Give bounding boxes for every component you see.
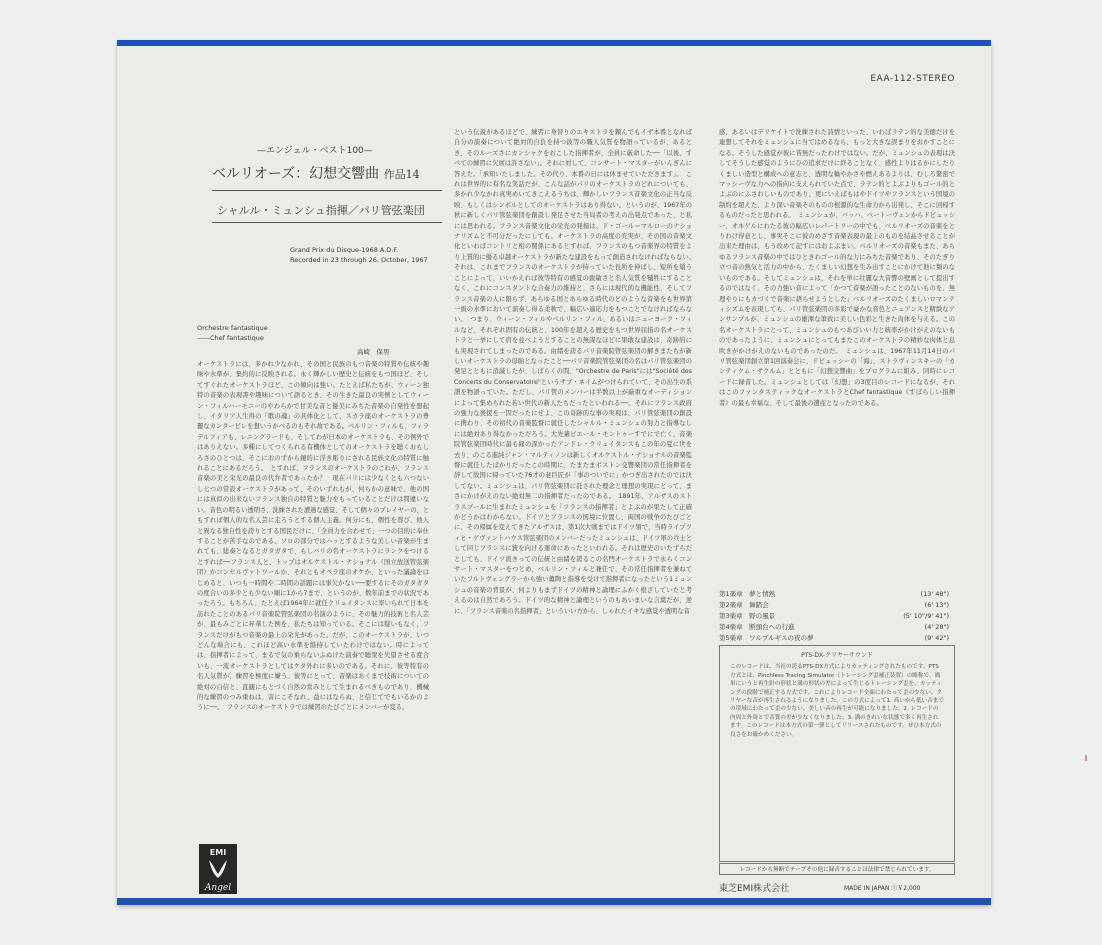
title-main: ベルリオーズ：幻想交響曲 (212, 166, 380, 182)
conductor-orchestra: シャルル・ミュンシュ指揮／パリ管弦楽団 (217, 204, 425, 217)
company-name: 東芝EMI株式会社 (719, 884, 790, 894)
work-title: Orchestre fantastique (197, 324, 268, 332)
divider (212, 190, 442, 191)
essay-column-3: 感、あるいはデリケイトで洗練された詩情といった、いわばラテン的な美徳だけを連想してそれをミュンシュに当てはめるなら、もっと大きな誤まりをおかすことになる。そうした感覚が彼に皆無だったわけではない。だが、ミュンシュの表現は決してそうした感覚のようにひの追求だけに終ることなく、感性よりはるかにしたりくましい造型と構成への意志と、透明な輪やかさや燃えあるよりは、むしろ緊密でマッシーヴな力への指向に支えられていた点で、ラテン的とよぶよりもゴール的とよぶのにふさわしいものであり、更にいえばもはやドイツやフランスという国境の制約を超えた、より深い音楽そのものの根源的な生命力から出発し、そこに回帰するものだったと思われる。 ミュンシュが、バッハ、ベートーヴェンからドビュッシー、オネゲルにわたる彼の幅広いレパートリーの中でも、ベルリオーズの音楽をとりわけ得意とし、事実そこに彼のめざす音楽表現の最上のものを結晶させることが出来た理由は、もう改めて記すにはおよぶまい。ベルリオーズの音楽もまた、あらゆるフランス音楽の中ではひときわゴール的な力にみちた音楽であり、そのたぎり立つ音の熱気と活力の中から、たくましい幻想を生み出すことにかけて他に類のないものである。そしてミュンシュは、それを単に壮麗な大音響の壁画として提出するのではなく、その力強い音によって「かつて音楽が語ったことのないものを、無理やりにもカづくで音楽に語らせようとした」ベルリオーズのたくましいロマンティシズムを表現しても、パリ管弦楽団の多彩で豪かな音色とニュアンスと精緻なアンサンブルが、ミュンシュの雄渾な筆致に美しい色彩と生きた肉体を与える。この名オーケストラにとって、ミュンシュのもつあびいい力と統率がかけがえのないものであったように、ミュンシュにとってもまたこのオーケストラの精妙な肉体と息吹きがかけがえのないものであったのだ。 ミュンシュは、1967年11月14日のパリ管弦楽団創立第1回演奏会に、ドビュッシーの「海」、ストラヴィンスキーの「カンティクム・サクルム」とともに「幻想交響曲」をプログラムに組み、同時にレコードに録音した。ミュンシュとしては「幻想」の3度目のレコードになるが、それはこのファンタスティックなオーケストラとChef fantastique《すばらしい指揮者》の最も幸福な、そして最後の遺産となったのである。 (719, 129, 955, 407)
list-item: 第4楽章 断頭台への行進 (4' 28") (719, 623, 949, 631)
copy-warning: レコードから無断でテープその他に録音することは法律で禁じられています。 (719, 863, 955, 875)
essay-column-2: という伝説があるほどで、練習に身替りのエキストラを頼んでもイザ本番となれば自分の演奏について絶対的自負を持つ彼等の職人気質を物語っているが、あるとき、そのルーズさにカンシャクをおこした指揮者が、全員に厳命した──「以後、すべての練習に欠席は許さない」。それに対して、コンサート・マスターがいんぎんに答えた。「承知いたしました。その代り、本番の日には休ませていただきます」。 これは世界的に有名な笑話だが、こんな話がパリのオーケストラのどれについても、多かれ少なかれ真実めいてきこえるうちは、輝かしいフランス音楽文化の正当な反映、もしくはシンボルとしてのオーケストラはあり得ない。というのが、1967年の秋に新しくパリ管弦楽団を創設し発足させた当局者の考えの出発点であった、と私には思われる。フランス音楽文化の栄光の発揚は、ド・ゴール＝マルローのナショナリズムと不可分だったにしても、オーケストラの高度の充実が、その国の音楽文化といわばコントリと相の関係にあるとすれば、フランスのもつ音楽界の特質をより上質的に優る卓越オーケストラが新たな建設をもって創造されなければならない。 それは、これまでフランスのオーケストラが持っていた長所を伸ばし、短所を矯うことによって、いいかえれば彼等特有の感覚の鋭敏さと名人気質を犠牲にすることなく、これにコンスタントな合奏力の維持と、さらには現代的な機能性、そしてフランス音楽の人に限らず、あらゆる国とあらゆる時代のどのような音楽をも世界第一級の水準において演奏し得る柔軟で、幅広い適応力をもつことでなければならない。 つまり、ウィーン・フィルやベルリン・フィル、あるいはニューヨーク・フィルなど、それぞれ固有の伝統と、100年を超える歴史をもつ世界屈指の名オーケストラと一挙にして肩を並べようとすることの無謀なほどに果敢な建設は、奇跡的にも実現されてしまったのである。由緒を誇るパリ音楽院管弦楽団の解きまたちが新しいオーケストラの母胎となったこと──パリ音楽院管弦楽団の名はパリ管弦楽団の発足とともに消滅したが、しばらくの間、"Orchestre de Paris"には"Société des Concerts du Conservatoire"というサブ・ネイムがつけられていて、その出生の系譜を物語っていた。ただし、パリ管のメンバーは半数以上が厳重なオーディションによって集められた若い世代の新人たちだったといわれる──。それにフランス政府の強力な後援を一因だったにせよ、この奇跡的な事の実現は、パリ管弦楽団の創設に携わり、その初代の音楽監督に就任したシャルル・ミュンシュの努力と指導なしには絶対あり得なかっただろう。大先輩ピエール・モントゥーすでにで亡く、音楽院管弦楽団時代に最も縁の深かったアンドレ・クリュイタンスもこの年の夏に世を去り、のこる進純ジャン・マルティノンは新しくオルケストル・ナショナルの音楽監督に就任したばかりだったこの時期に、たまたまボストン交響楽団の常任指揮者を辞して故国に帰っていた76才の老巨匠が「事のついでに」かつぎ出されたのでは決してない。ミュンシュは、パリ管弦楽団に託された理念と理想の実現にとって、まさにかけがえのない絶対無二の指揮者だったのである。 1891年、アルザスのストラスブールに生まれたミュンシュを「フランスの指揮者」とよぶのが果たして正確かどうかはわからない。ドイツとフランスの国境に位置し、両国の戦争のたびごとに、その帰属を変えてきたアルザスは、第1次大戦まではドイツ領で、当時ライプツィヒ・ゲヴァントハウス管弦楽団のメンバーだったミュンシュは、ドイツ軍の兵士として同じフランスに銃を向ける運命にあったといわれる。それは歴史のいたずらだとしても、ドイツ流きっての伝統と由緒を誇るこの名門オーケストラで永らくコンサート・マスターをつとめ、ベルリン・フィルと兼任で、その常任指揮者を兼ねていたフルトヴェングラーから強い薫陶と指導を受けて指揮者になったという1ミュンシュの音楽の背景が、何よりもまずドイツの精神と論理にふかく根ざしていたと考えるのは自然であろう。ドイツ的な精神と論理というのもあいまいな言葉だが、逆に、「フランス音楽の名指揮者」といういい方から、しゃれたイキな感覚や透明な音 (454, 129, 699, 615)
divider (212, 222, 442, 223)
logo-angel-text: Angel (204, 883, 232, 893)
pink-mark (1085, 755, 1087, 761)
award-info (290, 245, 428, 265)
work-subtitle: ——Chef fantastique (197, 334, 264, 342)
essay-author: 高崎 保男 (357, 348, 390, 356)
blue-top-edge (117, 40, 991, 46)
blue-bottom-edge (117, 898, 991, 905)
list-item: 第1楽章 夢と情熱 (13' 48") (719, 590, 949, 598)
record-jacket-back (117, 40, 991, 905)
list-item: 第3楽章 野の風景 (5' 10"/9' 41") (719, 612, 949, 620)
pts-title: PTS-DX-クリヤーサウンド (801, 652, 873, 659)
made-in-price: MADE IN JAPAN ⓡ￥2,000 (844, 885, 921, 892)
essay-column-1: オーケストラには、多かれ少なかれ、その国と民族のもつ音楽の特質や伝統や趣味や水準が、集約的に反映される。永く輝かしい歴史と伝統をもつ国ほど、そしてすぐれたオーケストラほど、この傾向は強い。たとえば私たちが、ウィーン独特の音楽の表現書や趣味について語るとき、その生きた最良の実例としてウィーン・フィルハーモニーのやわらかで甘美な音と優美にみちた音楽の自発性を想起し、イタリア人生得の「歌の魂」の具体化として、スカラ座のオーケストラの豊麗なカンタービレを想いうかべるのもそれ故である。ベルリン・フィルも、フィラデルフィアも、レニングラードも、そしてわが日本のオーケストラも、その例外ではありえない。多種にしてつくられる有機体としてのオーケストラを聴くおもしろさのひとつは、そこにおのずから鏡的に浮き彫りにされる民族文化の特質に触れることにあるだろう。 とすれば、フランスのオーケストラのこれが、フランス音楽の美と栄光の最良の代弁者であったか？ 現在パリには少なくとも六つないし七つの常設オーケストラがあって、そのいずれもが、何らかの意味で、他の国には真似の出来ないフランス独自の特質と魅力をもっていることだけは間違いない。音色の明るい透明さ、洗練された濃過な感覚、そして個々のプレイヤーの、ともすれば個人的な名人芸に走ろうとする個人主義。何分にも、個性を尊び、他人と異なる独自性を誇りとする国民だけに、「全員力を合わせて」一つの目的に奉仕することが苦手なのである。ソロの部分ではハッとするような美しい音楽が生まれても、総奏となるとガタガタで、もしバリの名オーケストラにランクをつけるとすれば──フランス人と、トップはオルケストル・ナショナル（国立放送管弦楽団）かコンセルヴァトワールか、それともオペラ座のオケか、といった議論をはじめると、いつも一時間や二時間の話題には事欠かない──要するにそのガタガタの度合いの多少とも少ない順に1から7まで、というのが、数年前までの状況であったろう。もちろん、たとえば1964年に就任クリュイタンスに率いられて日本を訪れたことのあるパリ音楽院管弦楽団の名演のように、その魅力的技術と名人芸が、最もみごとに昇華した例を、私たちは知っている。そこには疑いもなく、フランスだけがもつ音楽の最上の栄光があった。だが、このオーケストラが、いつどんな場合にも、これほど高い水準を維持していたわけではない。時によっては、指揮者によって、まるで気の乗らないふぬけた演奏で聴衆を失望させる度合いも、一流オーケストラとしてはケタ外れに多いのである。それに、彼等特有の名人気質が、練習を極度に嫌う。彼等にとって、音楽はあくまで技術についての絶対の自信と、直観にもとづく自然の営みとして生まれるべきものであり、機械的な練習のつみ重ねは、害にこそなれ、益にはならぬ、と信じてでもいるかのように──。 フランスのオーケストラでは練習のたびごとにメンバーが変る。 (197, 361, 429, 712)
pts-text: このレコードは、当社の誇るPTS-DX方式によりカッティングされたものです。PTS方式とは、Pinchless Tracing Simulator（トレーシング歪補正装置）の略称で、簡単にいうと再生針の形状と溝の形状の差によって生じるトレーシング歪を、カッティングの段階で補正する方式です。これによりレコード全面にわたって歪の少ない、クリヤーな音が再生されるようになりました。この方式によって1. 高いから低い音までの帯域にわたって歪の少ない、美しい音の再生が可能になりました。2. レコードの内周と外周とで音質の差が少なくなりました。3. 溝のきれいな状態で多く再生されます。このレコードは本方式の第一弾としてリリースされたものです。ぜひ本方式の良さをお確かめください。 (730, 664, 944, 738)
album-title (212, 163, 420, 183)
logo-emi-text: EMI (209, 848, 227, 857)
recording-line: Recorded in 23 through 26, October, 1967 (290, 256, 428, 264)
work-heading (197, 323, 268, 343)
title-opus: 作品14 (383, 168, 420, 181)
award-line: Grand Prix du Disque-1968 A.D.F. (290, 246, 399, 254)
movement-list (719, 589, 949, 644)
series-label: —エンジェル・ベスト100— (257, 146, 373, 156)
list-item: 第2楽章 舞踏会 (6' 13") (719, 601, 949, 609)
list-item: 第5楽章 ワルプルギスの夜の夢 (9' 42") (719, 634, 949, 642)
pts-info-box (719, 645, 955, 862)
emi-angel-logo (199, 844, 237, 894)
catalog-number: EAA-112-STEREO (870, 74, 955, 84)
